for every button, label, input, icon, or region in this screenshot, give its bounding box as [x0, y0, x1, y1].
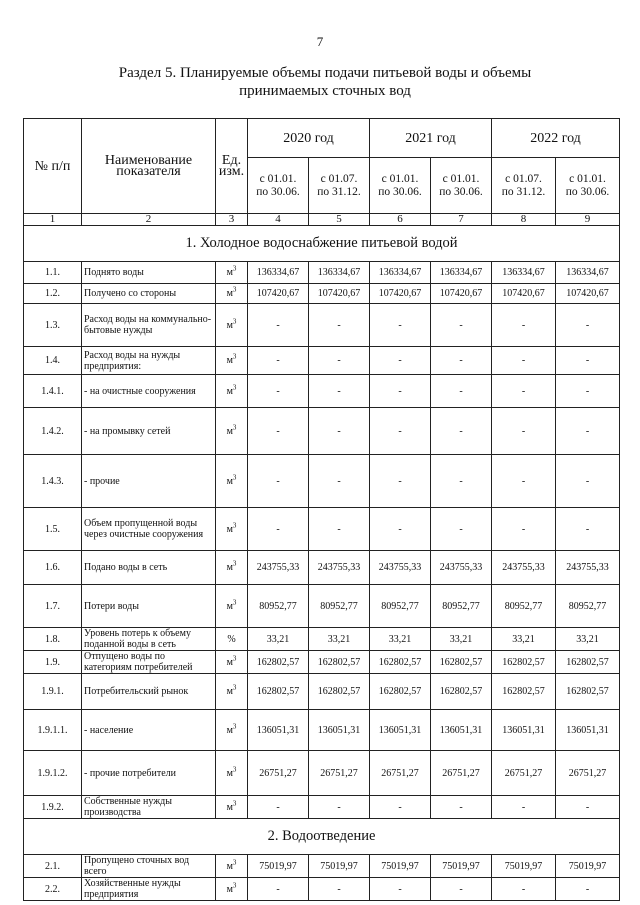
value-cell: 33,21 — [556, 628, 620, 651]
indicator-name: Уровень потерь к объему поданной воды в сеть — [82, 628, 216, 651]
row-number: 1.9.1.2. — [24, 751, 82, 796]
value-cell: 75019,97 — [431, 855, 492, 878]
value-cell: - — [309, 304, 370, 347]
value-cell: - — [492, 304, 556, 347]
value-cell: 136334,67 — [492, 262, 556, 284]
value-cell: 243755,33 — [248, 551, 309, 585]
row-number: 1.4.2. — [24, 408, 82, 455]
unit-superscript: 3 — [232, 598, 237, 607]
value-cell: - — [431, 375, 492, 408]
unit-label: м — [226, 288, 233, 299]
header-year-2022: 2022 год — [492, 119, 620, 158]
unit-cell — [216, 508, 248, 551]
value-cell: 162802,57 — [492, 651, 556, 674]
value-cell: 162802,57 — [431, 674, 492, 710]
indicator-name: Потребительский рынок — [82, 674, 216, 710]
value-cell: 162802,57 — [248, 674, 309, 710]
value-cell: - — [248, 408, 309, 455]
value-cell: - — [431, 304, 492, 347]
row-number: 1.6. — [24, 551, 82, 585]
value-cell: 75019,97 — [492, 855, 556, 878]
unit-superscript: 3 — [232, 881, 237, 890]
indicator-name: Потери воды — [82, 585, 216, 628]
unit-label: м — [226, 600, 233, 612]
table-row — [24, 375, 620, 408]
unit-superscript: 3 — [232, 559, 237, 568]
value-cell: 136334,67 — [370, 262, 431, 284]
unit-cell — [216, 796, 248, 819]
unit-label: м — [226, 767, 233, 779]
indicator-name: - на промывку сетей — [82, 408, 216, 455]
value-cell: - — [370, 455, 431, 508]
unit-label: % — [227, 633, 236, 645]
value-cell: 162802,57 — [556, 674, 620, 710]
period-from: с 01.01. — [569, 172, 606, 185]
value-cell: - — [556, 878, 620, 901]
indicator-name: Получено со стороны — [82, 284, 216, 304]
row-number: 1.9.1.1. — [24, 710, 82, 751]
value-cell: - — [248, 878, 309, 901]
value-cell: 26751,27 — [370, 751, 431, 796]
value-cell: - — [431, 455, 492, 508]
table-row — [24, 585, 620, 628]
value-cell: - — [309, 408, 370, 455]
value-cell: - — [370, 347, 431, 375]
value-cell: - — [309, 347, 370, 375]
header-period-5 — [492, 158, 556, 214]
header-row-column-numbers — [24, 214, 620, 226]
table-row — [24, 855, 620, 878]
value-cell: 136051,31 — [309, 710, 370, 751]
unit-cell — [216, 878, 248, 901]
column-number: 8 — [492, 214, 556, 226]
table-row — [24, 674, 620, 710]
value-cell: - — [248, 796, 309, 819]
value-cell: - — [492, 878, 556, 901]
page-number: 7 — [316, 34, 324, 49]
value-cell: - — [309, 508, 370, 551]
period-to: по 31.12. — [317, 185, 361, 198]
indicator-name: Пропущено сточных вод всего — [82, 855, 216, 878]
row-number: 1.9. — [24, 651, 82, 674]
value-cell: 26751,27 — [431, 751, 492, 796]
period-to: по 30.06. — [439, 185, 483, 198]
indicator-name: - прочие потребители — [82, 751, 216, 796]
value-cell: - — [431, 408, 492, 455]
table-row — [24, 651, 620, 674]
value-cell: - — [492, 508, 556, 551]
value-cell: 107420,67 — [431, 284, 492, 304]
row-number: 1.9.2. — [24, 796, 82, 819]
section-title — [60, 64, 590, 100]
value-cell: - — [248, 508, 309, 551]
unit-superscript: 3 — [232, 317, 237, 326]
value-cell: - — [431, 796, 492, 819]
unit-superscript: 3 — [232, 423, 237, 432]
water-volumes-table — [23, 118, 620, 901]
unit-label: м — [226, 425, 233, 437]
unit-superscript: 3 — [232, 264, 237, 273]
value-cell: - — [309, 455, 370, 508]
value-cell: - — [431, 347, 492, 375]
header-period-1 — [248, 158, 309, 214]
value-cell: 243755,33 — [370, 551, 431, 585]
value-cell: 162802,57 — [248, 651, 309, 674]
unit-cell — [216, 585, 248, 628]
value-cell: 136334,67 — [431, 262, 492, 284]
value-cell: 162802,57 — [370, 674, 431, 710]
period-from: с 01.01. — [442, 172, 480, 185]
table-row — [24, 628, 620, 651]
unit-cell — [216, 408, 248, 455]
value-cell: - — [309, 796, 370, 819]
value-cell: - — [248, 304, 309, 347]
value-cell: 107420,67 — [248, 284, 309, 304]
unit-label: м — [226, 801, 233, 813]
indicator-name: Подано воды в сеть — [82, 551, 216, 585]
table-row — [24, 408, 620, 455]
unit-cell — [216, 551, 248, 585]
unit-superscript: 3 — [232, 799, 237, 808]
value-cell: 136051,31 — [370, 710, 431, 751]
unit-cell — [216, 674, 248, 710]
value-cell: 26751,27 — [309, 751, 370, 796]
unit-superscript: 3 — [232, 858, 237, 867]
period-from: с 01.07. — [320, 172, 358, 185]
section-header: 2. Водоотведение — [24, 819, 620, 855]
value-cell: - — [556, 347, 620, 375]
table-row — [24, 551, 620, 585]
table-row — [24, 284, 620, 304]
unit-label: м — [226, 319, 233, 331]
header-year-2020: 2020 год — [248, 119, 370, 158]
value-cell: 162802,57 — [556, 651, 620, 674]
period-from: с 01.01. — [381, 172, 419, 185]
value-cell: 33,21 — [492, 628, 556, 651]
value-cell: 33,21 — [309, 628, 370, 651]
table-row — [24, 751, 620, 796]
value-cell: 162802,57 — [309, 674, 370, 710]
header-num: № п/п — [24, 119, 82, 214]
unit-superscript: 3 — [232, 722, 237, 731]
value-cell: - — [370, 304, 431, 347]
unit-label: м — [226, 562, 233, 573]
unit-cell — [216, 347, 248, 375]
header-unit: Ед. изм. — [216, 119, 248, 214]
value-cell: 80952,77 — [492, 585, 556, 628]
unit-cell — [216, 710, 248, 751]
indicator-name: Отпущено воды по категориям потребителей — [82, 651, 216, 674]
period-to: по 30.06. — [378, 185, 422, 198]
section-header-row — [24, 819, 620, 855]
table-row — [24, 262, 620, 284]
unit-label: м — [226, 475, 233, 487]
header-row-years — [24, 119, 620, 158]
value-cell: 26751,27 — [492, 751, 556, 796]
value-cell: - — [370, 508, 431, 551]
header-period-6 — [556, 158, 620, 214]
value-cell: 33,21 — [431, 628, 492, 651]
period-from: с 01.07. — [505, 172, 542, 185]
value-cell: - — [248, 455, 309, 508]
value-cell: - — [309, 375, 370, 408]
value-cell: 136334,67 — [309, 262, 370, 284]
row-number: 1.4.3. — [24, 455, 82, 508]
indicator-name: Поднято воды — [82, 262, 216, 284]
value-cell: 80952,77 — [556, 585, 620, 628]
value-cell: 136051,31 — [431, 710, 492, 751]
unit-cell — [216, 751, 248, 796]
column-number: 4 — [248, 214, 309, 226]
value-cell: - — [370, 878, 431, 901]
value-cell: 33,21 — [248, 628, 309, 651]
value-cell: 243755,33 — [556, 551, 620, 585]
section-title-line-2: принимаемых сточных вод — [239, 83, 411, 99]
indicator-name: - население — [82, 710, 216, 751]
value-cell: - — [556, 304, 620, 347]
header-year-2021: 2021 год — [370, 119, 492, 158]
unit-label: м — [226, 355, 233, 366]
table-row — [24, 508, 620, 551]
period-to: по 30.06. — [256, 185, 300, 198]
table-row — [24, 878, 620, 901]
value-cell: - — [309, 878, 370, 901]
value-cell: - — [556, 375, 620, 408]
value-cell: 26751,27 — [556, 751, 620, 796]
table-row — [24, 455, 620, 508]
unit-cell — [216, 455, 248, 508]
value-cell: - — [370, 408, 431, 455]
value-cell: 243755,33 — [492, 551, 556, 585]
column-number: 7 — [431, 214, 492, 226]
unit-superscript: 3 — [232, 654, 237, 663]
column-number: 1 — [24, 214, 82, 226]
value-cell: 243755,33 — [309, 551, 370, 585]
table-row — [24, 710, 620, 751]
unit-label: м — [226, 686, 233, 697]
unit-superscript: 3 — [232, 285, 237, 294]
section-header-row — [24, 226, 620, 262]
indicator-name: Расход воды на нужды предприятия: — [82, 347, 216, 375]
unit-cell — [216, 262, 248, 284]
row-number: 1.9.1. — [24, 674, 82, 710]
unit-superscript: 3 — [232, 521, 237, 530]
value-cell: - — [248, 375, 309, 408]
section-title-line-1: Раздел 5. Планируемые объемы подачи питьевой воды и объемы — [118, 65, 532, 81]
value-cell: 136051,31 — [248, 710, 309, 751]
header-period-2 — [309, 158, 370, 214]
unit-cell — [216, 651, 248, 674]
indicator-name: - прочие — [82, 455, 216, 508]
value-cell: 33,21 — [370, 628, 431, 651]
value-cell: 162802,57 — [492, 674, 556, 710]
period-from: с 01.01. — [259, 172, 297, 185]
value-cell: 26751,27 — [248, 751, 309, 796]
value-cell: - — [556, 796, 620, 819]
column-number: 9 — [556, 214, 620, 226]
row-number: 1.1. — [24, 262, 82, 284]
indicator-name: Расход воды на коммунально-бытовые нужды — [82, 304, 216, 347]
unit-cell — [216, 628, 248, 651]
value-cell: - — [492, 455, 556, 508]
value-cell: 80952,77 — [431, 585, 492, 628]
unit-cell — [216, 304, 248, 347]
value-cell: - — [431, 508, 492, 551]
unit-superscript: 3 — [232, 383, 237, 392]
unit-label: м — [226, 523, 233, 535]
value-cell: - — [248, 347, 309, 375]
unit-cell — [216, 375, 248, 408]
row-number: 1.3. — [24, 304, 82, 347]
indicator-name: - на очистные сооружения — [82, 375, 216, 408]
value-cell: 162802,57 — [431, 651, 492, 674]
unit-label: м — [226, 860, 233, 872]
value-cell: 107420,67 — [556, 284, 620, 304]
header-period-3 — [370, 158, 431, 214]
row-number: 1.2. — [24, 284, 82, 304]
unit-label: м — [226, 385, 233, 397]
section-header: 1. Холодное водоснабжение питьевой водой — [24, 226, 620, 262]
value-cell: - — [431, 878, 492, 901]
value-cell: 136051,31 — [492, 710, 556, 751]
row-number: 2.1. — [24, 855, 82, 878]
row-number: 2.2. — [24, 878, 82, 901]
indicator-name: Собственные нужды производства — [82, 796, 216, 819]
unit-superscript: 3 — [232, 683, 237, 692]
table-row — [24, 796, 620, 819]
value-cell: 75019,97 — [556, 855, 620, 878]
unit-label: м — [226, 656, 233, 668]
value-cell: - — [370, 796, 431, 819]
value-cell: - — [556, 408, 620, 455]
value-cell: 136051,31 — [556, 710, 620, 751]
header-period-4 — [431, 158, 492, 214]
value-cell: 107420,67 — [492, 284, 556, 304]
row-number: 1.5. — [24, 508, 82, 551]
column-number: 5 — [309, 214, 370, 226]
unit-superscript: 3 — [232, 765, 237, 774]
value-cell: 75019,97 — [370, 855, 431, 878]
value-cell: - — [492, 347, 556, 375]
value-cell: - — [556, 508, 620, 551]
unit-superscript: 3 — [232, 352, 237, 361]
indicator-name: Объем пропущенной воды через очистные сооружения — [82, 508, 216, 551]
value-cell: 136334,67 — [248, 262, 309, 284]
value-cell: - — [556, 455, 620, 508]
value-cell: 243755,33 — [431, 551, 492, 585]
unit-label: м — [226, 267, 233, 278]
value-cell: 75019,97 — [248, 855, 309, 878]
value-cell: 80952,77 — [309, 585, 370, 628]
value-cell: - — [492, 796, 556, 819]
table-row — [24, 347, 620, 375]
value-cell: 162802,57 — [309, 651, 370, 674]
value-cell: - — [492, 375, 556, 408]
value-cell: 136334,67 — [556, 262, 620, 284]
unit-label: м — [226, 883, 233, 895]
value-cell: - — [370, 375, 431, 408]
period-to: по 30.06. — [565, 185, 610, 198]
column-number: 3 — [216, 214, 248, 226]
value-cell: 107420,67 — [370, 284, 431, 304]
column-number: 2 — [82, 214, 216, 226]
unit-label: м — [226, 724, 233, 736]
row-number: 1.8. — [24, 628, 82, 651]
period-to: по 31.12. — [501, 185, 546, 198]
row-number: 1.7. — [24, 585, 82, 628]
value-cell: 75019,97 — [309, 855, 370, 878]
value-cell: 80952,77 — [370, 585, 431, 628]
unit-cell — [216, 284, 248, 304]
value-cell: 162802,57 — [370, 651, 431, 674]
unit-cell — [216, 855, 248, 878]
table-row — [24, 304, 620, 347]
value-cell: - — [492, 408, 556, 455]
row-number: 1.4.1. — [24, 375, 82, 408]
row-number: 1.4. — [24, 347, 82, 375]
header-name: Наименование показателя — [82, 119, 216, 214]
column-number: 6 — [370, 214, 431, 226]
value-cell: 107420,67 — [309, 284, 370, 304]
indicator-name: Хозяйственные нужды предприятия — [82, 878, 216, 901]
value-cell: 80952,77 — [248, 585, 309, 628]
unit-superscript: 3 — [232, 473, 237, 482]
